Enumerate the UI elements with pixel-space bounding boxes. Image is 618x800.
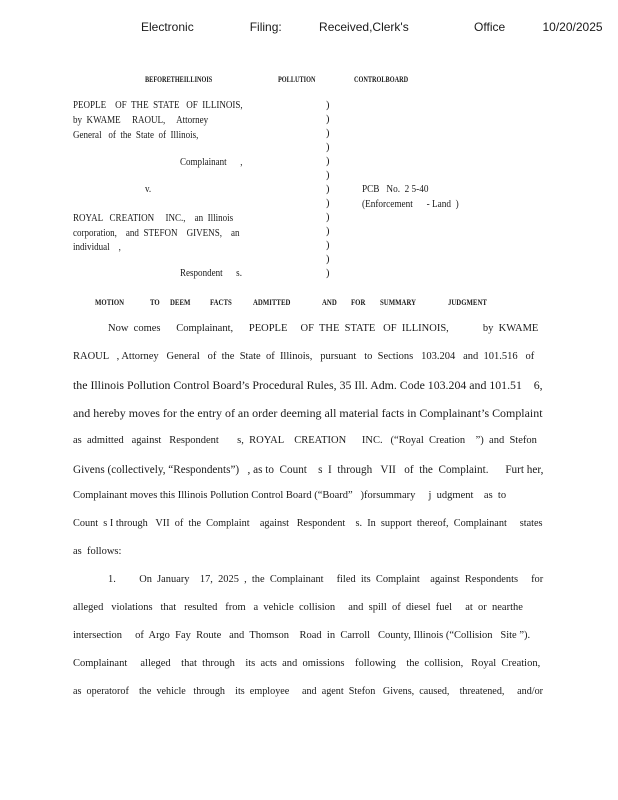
caption-line: by KWAME RAOUL, Attorney: [73, 115, 209, 126]
caption-paren: ): [326, 212, 330, 223]
body-line: as operatorof the vehicle through its employee and agent Stefon Givens, caused, threatened, and/or: [73, 686, 544, 697]
case-type: (Enforcement - Land ): [362, 199, 459, 210]
body-line: the Illinois Pollution Control Board’s Procedural Rules, 35 Ill. Adm. Code 103.204 and 101.51 6,: [73, 378, 543, 392]
heading-word: MOTION: [95, 297, 125, 307]
caption-line: corporation, and STEFON GIVENS, an: [73, 228, 240, 239]
body-line: 1. On January 17, 2025 , the Complainant filed its Complaint against Respondents for: [108, 574, 544, 585]
caption-complainant: Complainant ,: [180, 157, 243, 168]
case-number: PCB No. 2 5-40: [362, 184, 429, 195]
caption-paren: ): [326, 142, 330, 153]
caption-line: ROYAL CREATION INC., an Illinois: [73, 213, 234, 224]
caption-respondents: Respondent s.: [180, 268, 242, 279]
caption-line: PEOPLE OF THE STATE OF ILLINOIS,: [73, 100, 243, 111]
board-title-part2: POLLUTION: [278, 75, 316, 84]
body-line: and hereby moves for the entry of an order deeming all material facts in Complainant’s Complaint: [73, 406, 543, 420]
caption-paren: ): [326, 226, 330, 237]
caption-paren: ): [326, 170, 330, 181]
board-title-part1: BEFORETHEILLINOIS: [145, 75, 213, 84]
caption-paren: ): [326, 156, 330, 167]
body-line: Complainant moves this Illinois Pollution Control Board (“Board” )forsummary j udgment as to: [73, 490, 507, 501]
heading-word: DEEM: [170, 297, 191, 307]
caption-paren: ): [326, 128, 330, 139]
body-line: intersection of Argo Fay Route and Thomson Road in Carroll County, Illinois (“Collision Site ”).: [73, 630, 531, 641]
body-line: RAOUL , Attorney General of the State of Illinois, pursuant to Sections 103.204 and 101.516 of: [73, 351, 535, 362]
body-line: as admitted against Respondent s, ROYAL CREATION INC. (“Royal Creation ”) and Stefon: [73, 435, 537, 446]
board-title-part3: CONTROLBOARD: [354, 75, 409, 84]
heading-word: AND: [322, 297, 337, 307]
filing-stamp: Electronic Filing: Received,Clerk's Office 10/20/2025: [141, 20, 603, 34]
body-line: alleged violations that resulted from a vehicle collision and spill of diesel fuel at or nearthe: [73, 602, 523, 613]
heading-word: FOR: [351, 297, 366, 307]
caption-paren: ): [326, 268, 330, 279]
caption-paren: ): [326, 254, 330, 265]
heading-word: JUDGMENT: [448, 297, 487, 307]
caption-paren: ): [326, 114, 330, 125]
heading-word: SUMMARY: [380, 297, 417, 307]
caption-paren: ): [326, 198, 330, 209]
caption-paren: ): [326, 100, 330, 111]
caption-line: individual ,: [73, 242, 121, 253]
body-line: Complainant alleged that through its acts and omissions following the collision, Royal Creation,: [73, 658, 541, 669]
body-line: Now comes Complainant, PEOPLE OF THE STATE OF ILLINOIS, by KWAME: [108, 323, 539, 334]
caption-paren: ): [326, 240, 330, 251]
caption-versus: v.: [145, 184, 152, 195]
body-line: as follows:: [73, 546, 122, 557]
heading-word: ADMITTED: [253, 297, 291, 307]
body-line: Givens (collectively, “Respondents”) , as to Count s I through VII of the Complaint. Furt her,: [73, 462, 544, 476]
caption-line: General of the State of Illinois,: [73, 130, 199, 141]
body-line: Count s I through VII of the Complaint against Respondent s. In support thereof, Complainant states: [73, 518, 543, 529]
heading-word: FACTS: [210, 297, 232, 307]
caption-paren: ): [326, 184, 330, 195]
heading-word: TO: [150, 297, 160, 307]
